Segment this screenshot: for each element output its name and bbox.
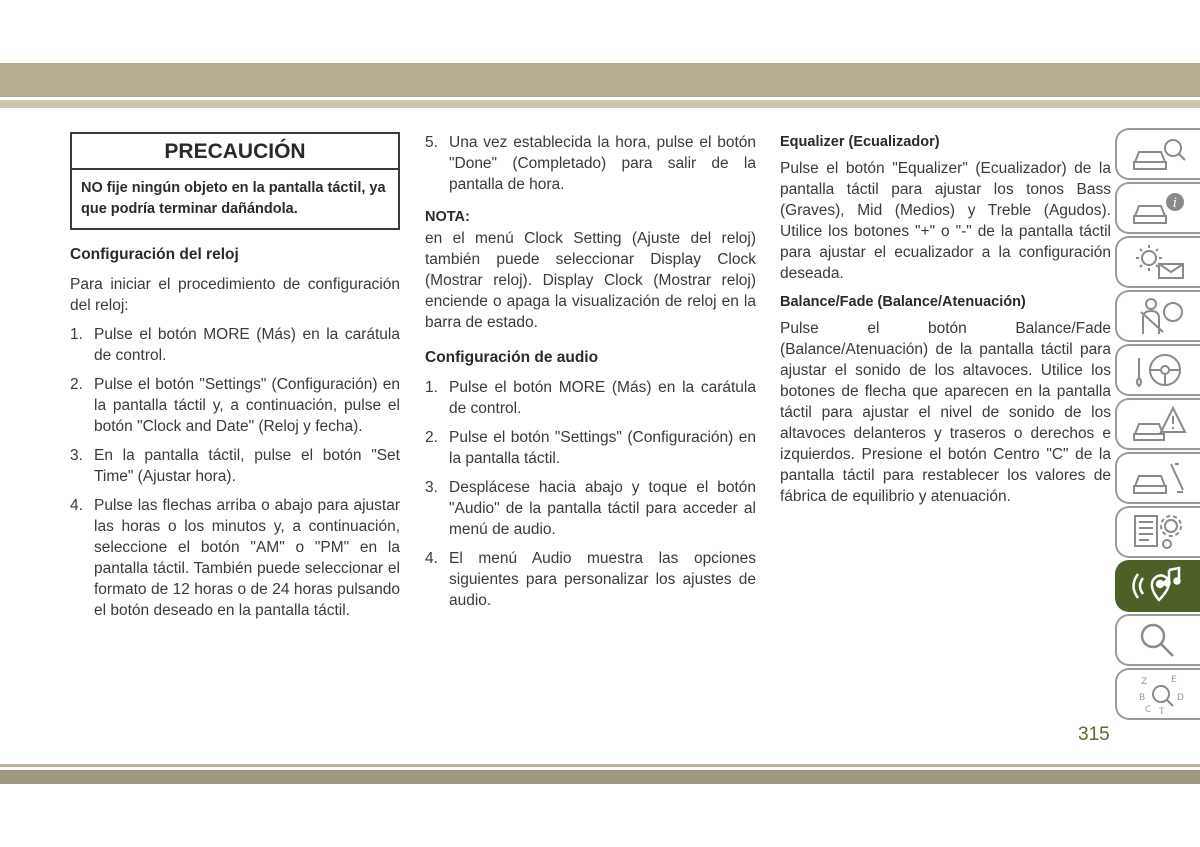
multimedia-icon: [1129, 564, 1189, 608]
svg-text:C: C: [1144, 705, 1151, 715]
balance-heading: Balance/Fade (Balance/Atenuación): [780, 294, 1026, 310]
page-number: 315: [1078, 724, 1110, 745]
header-band: [0, 63, 1200, 97]
list-item: [425, 427, 756, 469]
list-item: [70, 445, 400, 487]
svg-text:E: E: [1170, 675, 1177, 685]
list-item: [70, 374, 400, 437]
list-item: [70, 495, 400, 621]
list-text: Desplácese hacia abajo y toque el botón "Audio" de la pantalla táctil para acceder al menú de audio.: [449, 479, 756, 538]
list-item: [425, 132, 756, 195]
list-number: 2.: [70, 376, 83, 393]
footer-band: [0, 770, 1200, 784]
svg-text:T: T: [1158, 707, 1164, 716]
list-number: 5.: [425, 134, 438, 151]
column-1: [70, 132, 400, 633]
clock-steps-continued: [425, 132, 756, 195]
caution-box: [70, 132, 400, 230]
list-number: 3.: [70, 447, 83, 464]
list-item: [425, 377, 756, 419]
car-service-icon: [1129, 456, 1189, 500]
tab-index[interactable]: [1115, 668, 1200, 720]
tab-car-info[interactable]: [1115, 182, 1200, 234]
list-text: Pulse el botón "Settings" (Configuración) en la pantalla táctil y, a continuación, pulse el botón "Clock and Date" (Reloj y fecha).: [94, 376, 400, 435]
list-number: 1.: [70, 326, 83, 343]
car-info-icon: [1129, 186, 1189, 230]
svg-text:Z: Z: [1140, 677, 1147, 687]
list-item: [425, 548, 756, 611]
audio-heading: Configuración de audio: [425, 349, 599, 366]
index-search-icon: [1129, 672, 1189, 716]
tab-car-search[interactable]: [1115, 128, 1200, 180]
column-2: [425, 132, 756, 623]
audio-steps-list: [425, 377, 756, 611]
tab-safety[interactable]: [1115, 290, 1200, 342]
magnifier-icon: [1129, 618, 1189, 662]
note-label: NOTA:: [425, 209, 470, 225]
list-number: 2.: [425, 429, 438, 446]
caution-title: PRECAUCIÓN: [72, 134, 398, 170]
svg-text:B: B: [1138, 693, 1145, 703]
list-item: [425, 477, 756, 540]
starting-driving-icon: [1129, 348, 1189, 392]
equalizer-text: Pulse el botón "Equalizer" (Ecualizador) de la pantalla táctil para ajustar los tonos Bass (Graves), Mid (Medios) y Treble (Agudos). Utilice los botones "+" o "-" de la pantalla táctil para ajustar el ecualizador a la configuración deseada.: [780, 160, 1111, 282]
clock-intro: Para iniciar el procedimiento de configuración del reloj:: [70, 276, 400, 314]
list-text: El menú Audio muestra las opciones siguientes para personalizar los ajustes de audio.: [449, 550, 756, 609]
svg-text:D: D: [1176, 693, 1184, 703]
equalizer-heading: Equalizer (Ecualizador): [780, 134, 940, 150]
maintenance-specs-icon: [1129, 510, 1189, 554]
list-number: 3.: [425, 479, 438, 496]
warning-light-message-icon: [1129, 240, 1189, 284]
header-band-stripe: [0, 100, 1200, 108]
list-text: En la pantalla táctil, pulse el botón "Set Time" (Ajustar hora).: [94, 447, 400, 485]
list-number: 1.: [425, 379, 438, 396]
tab-search[interactable]: [1115, 614, 1200, 666]
list-number: 4.: [70, 497, 83, 514]
safety-airbag-icon: [1129, 294, 1189, 338]
list-text: Una vez establecida la hora, pulse el botón "Done" (Completado) para salir de la pantalla de hora.: [449, 134, 756, 193]
tab-maintenance-specs[interactable]: [1115, 506, 1200, 558]
column-3: [780, 132, 1111, 515]
car-search-icon: [1129, 132, 1189, 176]
footer-band-stripe: [0, 764, 1200, 767]
caution-text: NO fije ningún objeto en la pantalla táctil, ya que podría terminar dañándola.: [81, 180, 386, 217]
tab-warning-lights[interactable]: [1115, 236, 1200, 288]
list-text: Pulse el botón "Settings" (Configuración) en la pantalla táctil.: [449, 429, 756, 467]
list-number: 4.: [425, 550, 438, 567]
tab-starting-driving[interactable]: [1115, 344, 1200, 396]
svg-text:i: i: [1172, 196, 1177, 211]
emergency-warning-icon: [1129, 402, 1189, 446]
tab-service[interactable]: [1115, 452, 1200, 504]
list-item: [70, 324, 400, 366]
list-text: Pulse las flechas arriba o abajo para ajustar las horas o los minutos y, a continuación, seleccione el botón "AM" o "PM" en la pantalla táctil. También puede seleccionar el formato de 12 horas o de 24 horas pulsando el botón deseado en la pantalla táctil.: [94, 497, 400, 619]
clock-steps-list: [70, 324, 400, 621]
list-text: Pulse el botón MORE (Más) en la carátula de control.: [94, 326, 400, 364]
balance-text: Pulse el botón Balance/Fade (Balance/Atenuación) de la pantalla táctil para ajustar el sonido de los altavoces. Utilice los botones de flecha que aparecen en la pantalla táctil para ajustar el nivel de sonido de los altavoces delanteros y traseros o derechos e izquierdos. Presione el botón Centro "C" de la pantalla táctil para restablecer los valores de fábrica de equilibrio y atenuación.: [780, 320, 1111, 505]
clock-heading: Configuración del reloj: [70, 246, 239, 263]
note-text: en el menú Clock Setting (Ajuste del reloj) también puede seleccionar Display Clock (Mostrar reloj). Display Clock (Mostrar reloj) enciende o apaga la visualización de reloj en la barra de estado.: [425, 230, 756, 331]
tab-multimedia[interactable]: [1115, 560, 1200, 612]
list-text: Pulse el botón MORE (Más) en la carátula de control.: [449, 379, 756, 417]
tab-emergency[interactable]: [1115, 398, 1200, 450]
